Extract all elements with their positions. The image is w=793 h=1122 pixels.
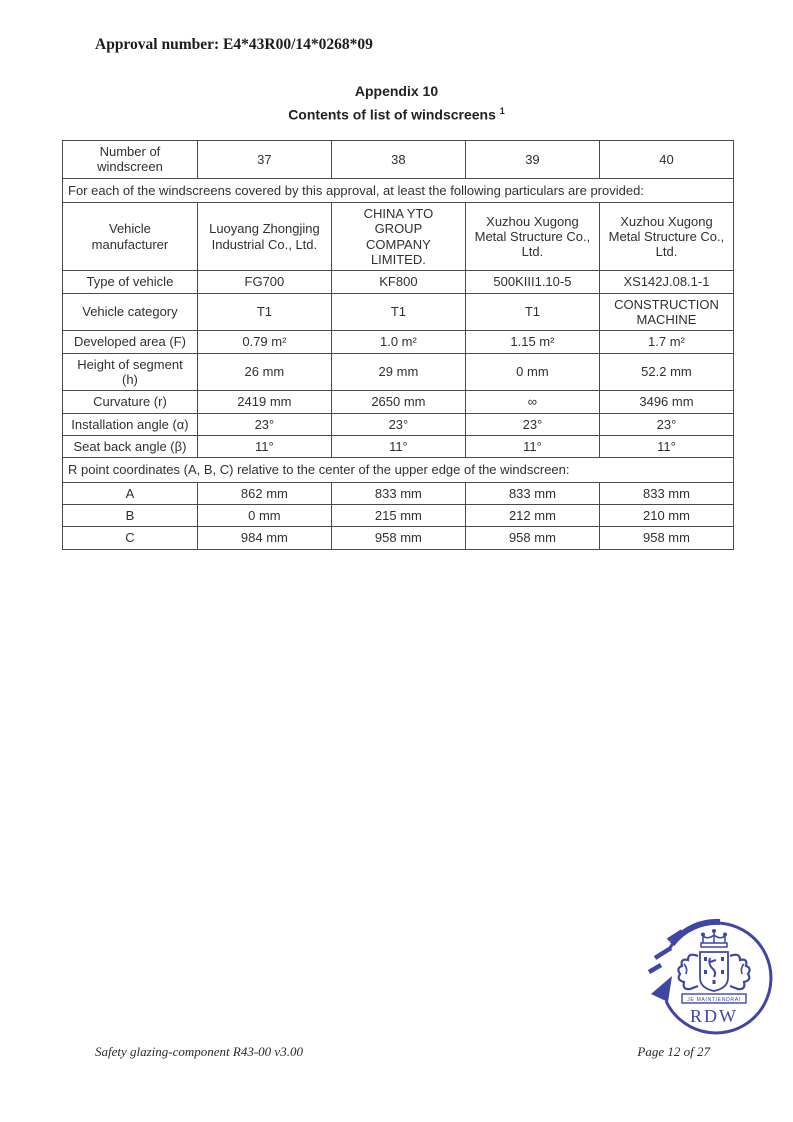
stamp-org-text: RDW (690, 1006, 738, 1026)
table-row-header (63, 141, 734, 179)
rdw-stamp-graphic (638, 914, 782, 1050)
table-cell: 11° (197, 435, 331, 457)
table-cell: 0 mm (197, 504, 331, 526)
table-cell: 1.7 m² (599, 331, 733, 353)
table-cell: T1 (465, 293, 599, 331)
table-cell: Xuzhou Xugong Metal Structure Co., Ltd. (599, 202, 733, 270)
table-cell: 958 mm (331, 527, 465, 549)
table-row-note (63, 178, 734, 202)
table-cell: 26 mm (197, 353, 331, 391)
table-row (63, 202, 734, 270)
intro-note-cell: For each of the windscreens covered by this approval, at least the following particulars are provided: (63, 178, 734, 202)
row-label-cell: C (63, 527, 198, 549)
row-label-cell: B (63, 504, 198, 526)
table-cell: XS142J.08.1-1 (599, 271, 733, 293)
footer-document-version: Safety glazing-component R43-00 v3.00 (95, 1044, 303, 1059)
table-cell: 11° (331, 435, 465, 457)
table-row (63, 435, 734, 457)
row-label-cell: Vehicle category (63, 293, 198, 331)
table-cell: 212 mm (465, 504, 599, 526)
row-label-cell: Curvature (r) (63, 391, 198, 413)
windscreen-table-container (62, 140, 734, 550)
table-cell: 984 mm (197, 527, 331, 549)
table-cell: Luoyang Zhongjing Industrial Co., Ltd. (197, 202, 331, 270)
table-cell: 0.79 m² (197, 331, 331, 353)
table-row (63, 504, 734, 526)
motto-banner (682, 994, 746, 1003)
table-cell-text: CHINA YTO GROUP COMPANY LIMITED. (363, 205, 434, 267)
table-cell: 52.2 mm (599, 353, 733, 391)
shield-icon (700, 952, 728, 991)
row-label-cell: Height of segment (h) (63, 353, 198, 391)
table-cell: 38 (331, 141, 465, 179)
table-cell: 862 mm (197, 482, 331, 504)
table-cell: 23° (197, 413, 331, 435)
row-label-cell: Seat back angle (β) (63, 435, 198, 457)
motto-text: JE MAINTIENDRAI (687, 997, 741, 1003)
contents-title-text: Contents of list of windscreens (288, 106, 496, 123)
table-cell: 215 mm (331, 504, 465, 526)
row-label-cell: A (63, 482, 198, 504)
table-cell: 11° (599, 435, 733, 457)
table-cell (331, 202, 465, 270)
table-cell: 29 mm (331, 353, 465, 391)
crown-icon (701, 929, 727, 947)
row-label-cell: Developed area (F) (63, 331, 198, 353)
row-label-cell: Number of windscreen (63, 141, 198, 179)
table-cell: 833 mm (331, 482, 465, 504)
table-cell: 833 mm (599, 482, 733, 504)
table-cell: 1.15 m² (465, 331, 599, 353)
table-cell: ∞ (465, 391, 599, 413)
table-cell: 500KIII1.10-5 (465, 271, 599, 293)
table-row (63, 391, 734, 413)
table-cell: T1 (197, 293, 331, 331)
table-cell: 39 (465, 141, 599, 179)
row-label-cell: Type of vehicle (63, 271, 198, 293)
appendix-title: Appendix 10 (354, 83, 439, 99)
table-row (63, 353, 734, 391)
table-row (63, 413, 734, 435)
table-row (63, 331, 734, 353)
table-cell: 958 mm (599, 527, 733, 549)
table-cell: 2419 mm (197, 391, 331, 413)
row-label-cell: Installation angle (α) (63, 413, 198, 435)
r-point-note-cell: R point coordinates (A, B, C) relative to the center of the upper edge of the windscreen: (63, 458, 734, 482)
table-row (63, 482, 734, 504)
table-cell: CONSTRUCTION MACHINE (599, 293, 733, 331)
table-cell: 23° (331, 413, 465, 435)
table-cell: 1.0 m² (331, 331, 465, 353)
table-cell: 23° (599, 413, 733, 435)
table-cell: 11° (465, 435, 599, 457)
table-cell: Xuzhou Xugong Metal Structure Co., Ltd. (465, 202, 599, 270)
windscreen-table (62, 140, 734, 550)
table-cell: 0 mm (465, 353, 599, 391)
table-row (63, 293, 734, 331)
lion-icon-right (730, 955, 750, 989)
table-cell: 2650 mm (331, 391, 465, 413)
table-cell: 37 (197, 141, 331, 179)
table-cell: FG700 (197, 271, 331, 293)
footnote-marker: 1 (499, 106, 505, 116)
table-cell: T1 (331, 293, 465, 331)
footer-page-number: Page 12 of 27 (637, 1044, 710, 1059)
table-cell: 40 (599, 141, 733, 179)
table-row-note (63, 458, 734, 482)
rdw-stamp (638, 914, 782, 1050)
table-cell: 3496 mm (599, 391, 733, 413)
approval-number: Approval number: E4*43R00/14*0268*09 (95, 36, 373, 53)
row-label-cell: Vehicle manufacturer (63, 202, 198, 270)
table-cell: KF800 (331, 271, 465, 293)
table-cell: 958 mm (465, 527, 599, 549)
table-row (63, 271, 734, 293)
table-cell: 210 mm (599, 504, 733, 526)
table-row (63, 527, 734, 549)
lion-icon-left (678, 955, 698, 989)
table-cell: 833 mm (465, 482, 599, 504)
stamp-wedge (651, 976, 672, 1002)
table-cell: 23° (465, 413, 599, 435)
page-titles (0, 83, 793, 123)
contents-title (0, 106, 793, 123)
